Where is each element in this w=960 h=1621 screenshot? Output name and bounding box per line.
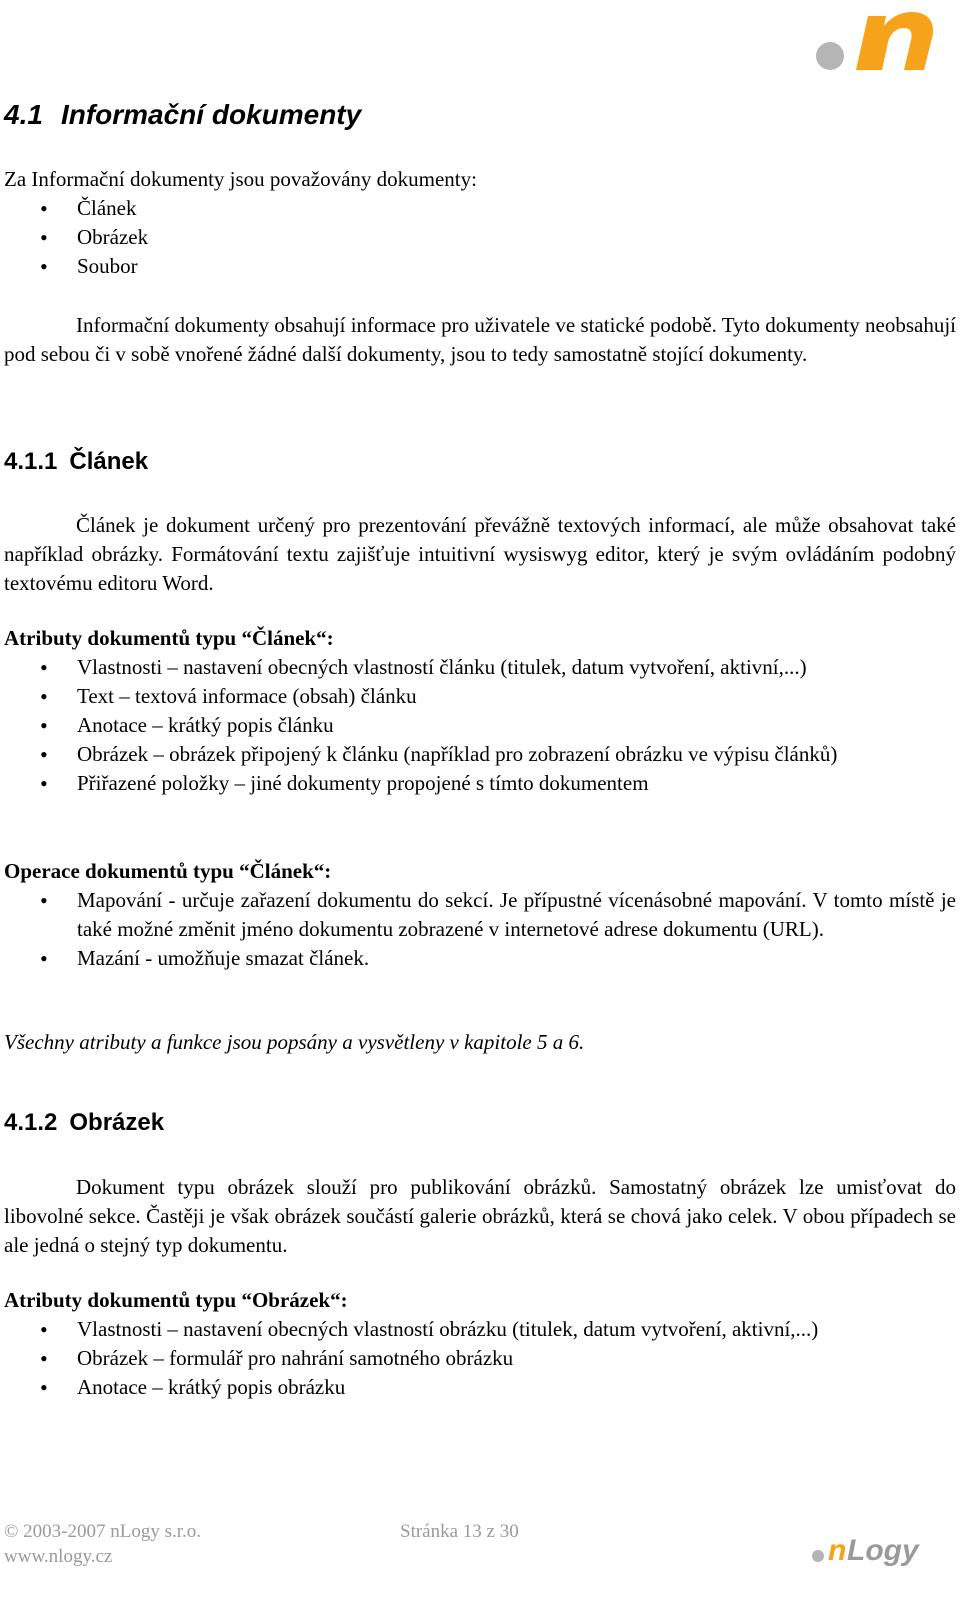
article-operations-heading: Operace dokumentů typu “Článek“: xyxy=(4,859,332,883)
list-item: • Anotace – krátký popis článku xyxy=(4,711,956,740)
list-item: • Obrázek – obrázek připojený k článku (například pro zobrazení obrázku ve výpisu článků) xyxy=(4,740,956,769)
list-item: • Soubor xyxy=(4,252,956,281)
nlogy-footer-logo-icon xyxy=(810,1524,920,1568)
list-item: • Mazání - umožňuje smazat článek. xyxy=(4,944,956,973)
article-heading xyxy=(4,447,148,477)
image-description-block xyxy=(4,1173,956,1260)
svg-text:n: n xyxy=(828,1534,847,1567)
article-attributes-block xyxy=(4,624,956,798)
document-types-list xyxy=(4,194,956,281)
article-note: Všechny atributy a funkce jsou popsány a vysvětleny v kapitole 5 a 6. xyxy=(4,1030,585,1054)
section-intro-block xyxy=(4,165,956,281)
section-description: Informační dokumenty obsahují informace pro uživatele ve statické podobě. Tyto dokumenty neobsahují pod sebou či v sobě vnořené žádné další dokumenty, jsou to tedy samostatně stojící dokumenty. xyxy=(4,313,956,366)
page-footer xyxy=(4,1516,956,1616)
image-title: Obrázek xyxy=(69,1109,165,1136)
list-item: • Text – textová informace (obsah) článku xyxy=(4,682,956,711)
list-item: • Přiřazené položky – jiné dokumenty propojené s tímto dokumentem xyxy=(4,769,956,798)
list-item: • Mapování - určuje zařazení dokumentu do sekcí. Je přípustné vícenásobné mapování. V tomto místě je také možné změnit jméno dokumentu zobrazené v internetové adrese dokumentu (URL). xyxy=(4,886,956,944)
list-item: • Vlastnosti – nastavení obecných vlastností článku (titulek, datum vytvoření, aktivní,...) xyxy=(4,653,956,682)
article-description-block xyxy=(4,511,956,598)
list-item: • Vlastnosti – nastavení obecných vlastností obrázku (titulek, datum vytvoření, aktivní,...) xyxy=(4,1315,956,1344)
article-title: Článek xyxy=(69,448,149,475)
svg-text:Logy: Logy xyxy=(847,1534,919,1567)
article-attributes-list xyxy=(4,653,956,798)
article-description: Článek je dokument určený pro prezentování převážně textových informací, ale může obsahovat také například obrázky. Formátování textu zajišťuje intuitivní wysiswyg editor, který je svým ovládáním podobný textovému editoru Word. xyxy=(4,513,956,595)
section-intro: Za Informační dokumenty jsou považovány dokumenty: xyxy=(4,167,477,191)
nlogy-logo-icon xyxy=(816,4,946,74)
image-number: 4.1.2 xyxy=(4,1109,58,1136)
image-heading xyxy=(4,1108,164,1138)
footer-copyright: © 2003-2007 nLogy s.r.o. xyxy=(4,1521,202,1542)
list-item: • Obrázek xyxy=(4,223,956,252)
section-number: 4.1 xyxy=(4,99,43,130)
list-item: • Anotace – krátký popis obrázku xyxy=(4,1373,956,1402)
image-description: Dokument typu obrázek slouží pro publikování obrázků. Samostatný obrázek lze umisťovat do libovolné sekce. Častěji je však obrázek součástí galerie obrázků, která se chová jako celek. V obou případech se ale jedná o stejný typ dokumentu. xyxy=(4,1175,956,1257)
list-item: • Článek xyxy=(4,194,956,223)
article-attributes-heading: Atributy dokumentů typu “Článek“: xyxy=(4,626,334,650)
image-attributes-list xyxy=(4,1315,956,1402)
image-attributes-block xyxy=(4,1286,956,1402)
article-note-block xyxy=(4,1028,956,1057)
article-number: 4.1.1 xyxy=(4,448,58,475)
image-attributes-heading: Atributy dokumentů typu “Obrázek“: xyxy=(4,1288,348,1312)
section-title: Informační dokumenty xyxy=(60,99,362,130)
footer-page-number: Stránka 13 z 30 xyxy=(400,1521,519,1542)
section-description-block xyxy=(4,311,956,369)
footer-website-link[interactable]: www.nlogy.cz xyxy=(4,1546,113,1567)
section-heading xyxy=(4,98,361,132)
article-operations-block xyxy=(4,857,956,973)
list-item: • Obrázek – formulář pro nahrání samotného obrázku xyxy=(4,1344,956,1373)
article-operations-list xyxy=(4,886,956,973)
